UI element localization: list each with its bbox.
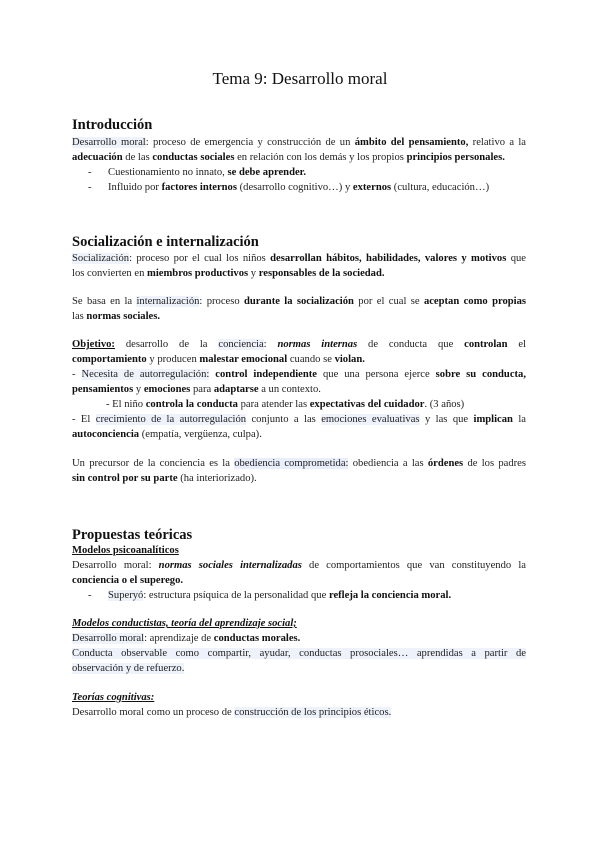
psicoanaliticos-definition: Desarrollo moral: normas sociales internalizadas de comportamientos que van constituyendo la conciencia o el superego. [72, 560, 526, 586]
theory-heading: Propuestas teóricas [72, 527, 193, 543]
crecimiento-paragraph: - El crecimiento de la autorregulación conjunto a las emociones evaluativas y las que implican la autoconciencia (empatía, vergüenza, culpa). [72, 414, 526, 440]
superyo-bullet: - Superyó: estructura psíquica de la personalidad que refleja la conciencia moral. [88, 590, 452, 601]
intro-bullet-2: - Influido por factores internos (desarrollo cognitivo…) y externos (cultura, educación…) [88, 182, 490, 193]
intro-bullet-1: - Cuestionamiento no innato, se debe aprender. [88, 167, 307, 178]
social-heading: Socialización e internalización [72, 234, 259, 250]
intro-heading: Introducción [72, 117, 153, 133]
intro-definition [72, 135, 526, 165]
objetivo-paragraph: Objetivo: desarrollo de la conciencia: normas internas de conducta que controlan el comportamiento y producen malestar emocional cuando se violan. - Necesita de autorregulación: control independiente que una persona ejerce sobre su conducta, pensamientos y emociones para adaptarse a un contexto. [72, 339, 526, 395]
internalizacion-paragraph: Se basa en la internalización: proceso durante la socialización por el cual se aceptan como propias las normas sociales. [72, 296, 527, 322]
cognitivas-subheading: Teorías cognitivas: [72, 692, 155, 703]
autorregulacion-subpoint: - El niño controla la conducta para atender las expectativas del cuidador. (3 años) [106, 399, 465, 410]
conductistas-subheading: Modelos conductistas, teoría del aprendizaje social; [72, 618, 297, 629]
term-desarrollo-moral: Desarrollo moral [72, 137, 146, 148]
conductistas-definition: Desarrollo moral: aprendizaje de conductas morales. Conducta observable como compartir, ayudar, conductas prosociales… aprendidas a partir de observación y de refuerzo. [72, 633, 526, 674]
psicoanaliticos-subheading: Modelos psicoanalíticos [72, 545, 179, 556]
intro-line-1: Desarrollo moral: proceso de emergencia y construcción de un ámbito del pensamiento, relativo a la [72, 137, 526, 148]
page-title: Tema 9: Desarrollo moral [212, 69, 388, 88]
intro-line-2: adecuación de las conductas sociales en relación con los demás y los propios principios personales. [72, 152, 505, 163]
cognitivas-definition: Desarrollo moral como un proceso de construcción de los principios éticos. [72, 707, 392, 718]
obediencia-paragraph: Un precursor de la conciencia es la obediencia comprometida: obediencia a las órdenes de los padres sin control por su parte (ha interiorizado). [72, 458, 526, 484]
social-definition: Socialización: proceso por el cual los niños desarrollan hábitos, habilidades, valores y motivos que los convierten en miembros productivos y responsables de la sociedad. [72, 253, 526, 279]
